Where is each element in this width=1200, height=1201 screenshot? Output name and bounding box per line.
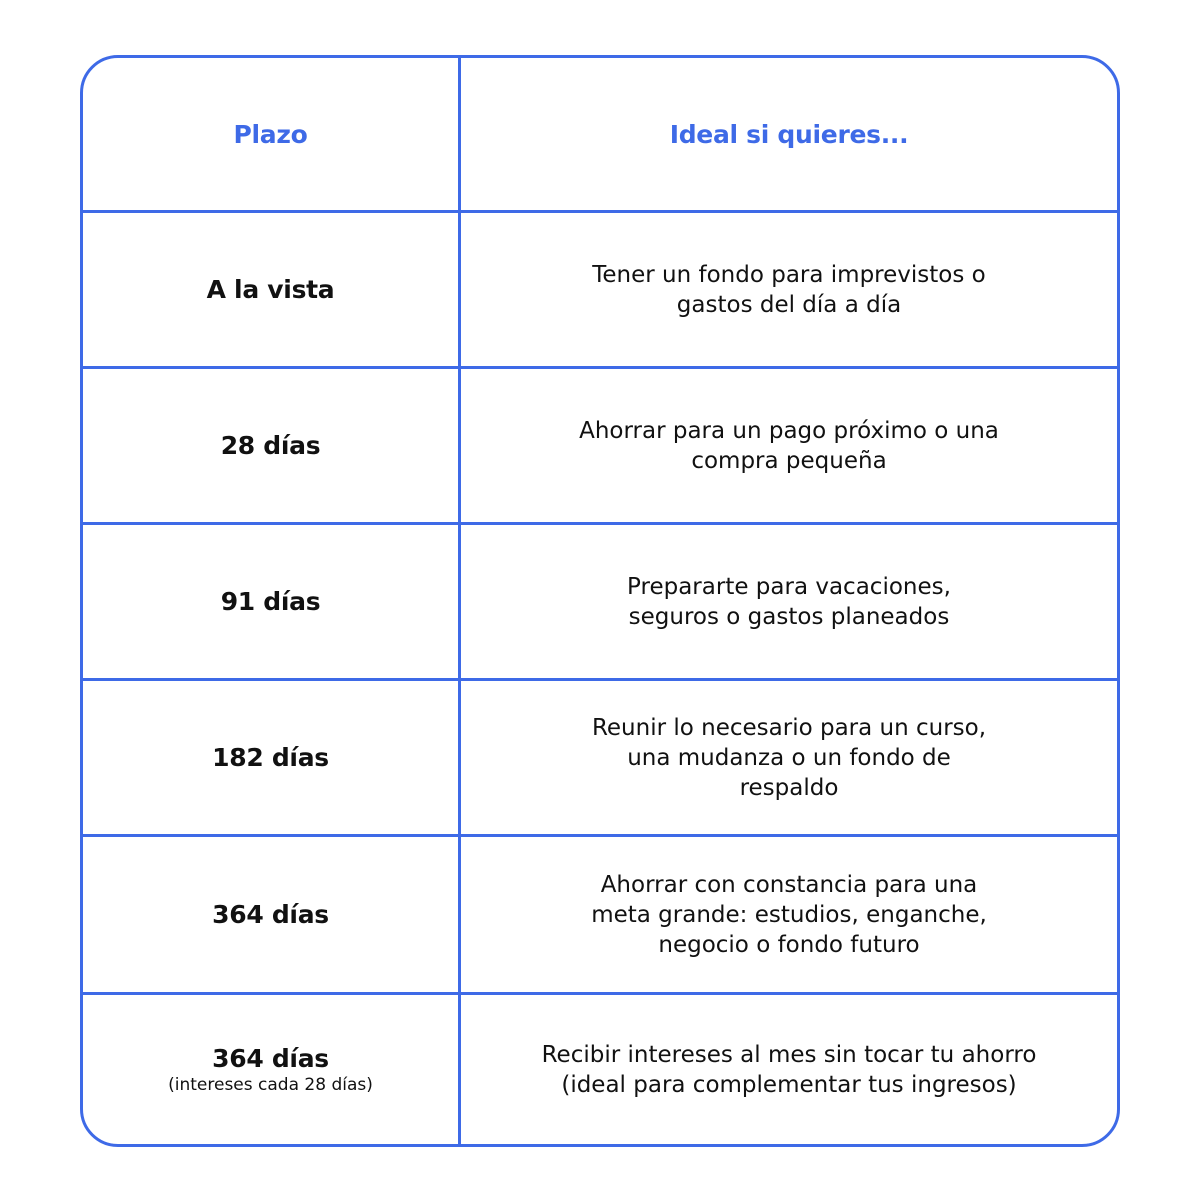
plazo-label: 182 días	[212, 743, 329, 772]
plazo-cell	[83, 369, 458, 522]
ideal-cell	[461, 681, 1117, 834]
plazo-note: (intereses cada 28 días)	[168, 1075, 373, 1095]
ideal-cell	[461, 525, 1117, 678]
ideal-cell	[461, 995, 1117, 1144]
ideal-description: Recibir intereses al mes sin tocar tu ahorro (ideal para complementar tus ingresos)	[541, 1041, 1037, 1098]
plazo-label: A la vista	[206, 275, 335, 304]
ideal-description: Reunir lo necesario para un curso, una mudanza o un fondo de respaldo	[591, 714, 987, 801]
plazo-cell	[83, 837, 458, 992]
table-row	[83, 681, 1117, 834]
savings-term-table	[80, 55, 1120, 1147]
table-row	[83, 995, 1117, 1144]
plazo-cell	[83, 995, 458, 1144]
table-row	[83, 525, 1117, 678]
header-ideal: Ideal si quieres...	[669, 119, 909, 149]
plazo-label: 28 días	[220, 431, 321, 460]
header-plazo: Plazo	[233, 119, 308, 149]
table-row	[83, 837, 1117, 992]
ideal-cell	[461, 213, 1117, 366]
header-cell-plazo	[83, 58, 458, 210]
plazo-cell	[83, 525, 458, 678]
table-header-row	[83, 58, 1117, 210]
plazo-cell	[83, 213, 458, 366]
header-cell-ideal	[461, 58, 1117, 210]
ideal-cell	[461, 369, 1117, 522]
table-row	[83, 369, 1117, 522]
ideal-description: Prepararte para vacaciones, seguros o gastos planeados	[627, 573, 951, 630]
plazo-label: 364 días	[212, 900, 329, 929]
ideal-description: Ahorrar para un pago próximo o una compra pequeña	[579, 417, 999, 474]
ideal-description: Tener un fondo para imprevistos o gastos del día a día	[592, 261, 986, 318]
ideal-description: Ahorrar con constancia para una meta grande: estudios, enganche, negocio o fondo futuro	[591, 871, 987, 958]
plazo-label: 91 días	[220, 587, 321, 616]
ideal-cell	[461, 837, 1117, 992]
plazo-cell	[83, 681, 458, 834]
plazo-label: 364 días	[212, 1044, 329, 1073]
table-row	[83, 213, 1117, 366]
